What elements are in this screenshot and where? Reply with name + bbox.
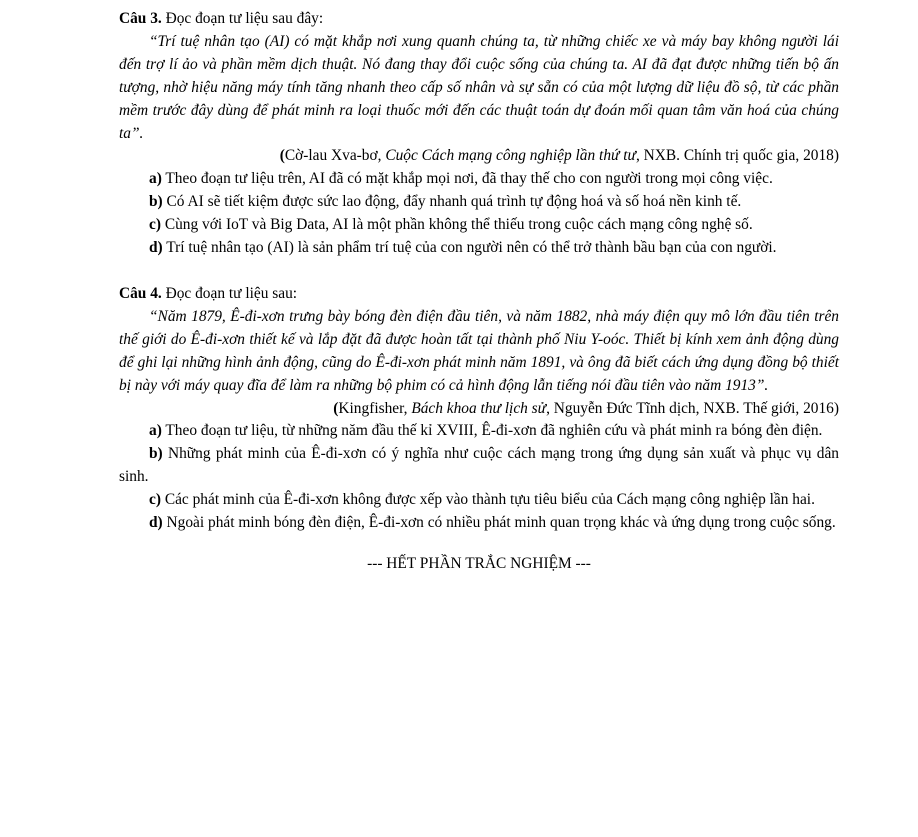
- question-3-option-d: d) Trí tuệ nhân tạo (AI) là sản phẩm trí tuệ của con người nên có thể trở thành bầu bạn của con người.: [149, 239, 777, 257]
- question-3-option-c: c) Cùng với IoT và Big Data, AI là một phần không thể thiếu trong cuộc cách mạng công nghệ số.: [149, 216, 753, 234]
- section-spacer: [119, 260, 839, 283]
- question-4-option-a: a) Theo đoạn tư liệu, từ những năm đầu thế kỉ XVIII, Ê-đi-xơn đã nghiên cứu và phát minh ra bóng đèn điện.: [149, 422, 823, 440]
- question-3-option-a: a) Theo đoạn tư liệu trên, AI đã có mặt khắp mọi nơi, đã thay thế cho con người trong mọi công việc.: [149, 170, 773, 188]
- question-4-option-b: b) Những phát minh của Ê-đi-xơn có ý nghĩa như cuộc cách mạng trong ứng dụng sản xuất và phục vụ dân sinh.: [119, 445, 839, 486]
- question-3-source: (Cờ-lau Xva-bơ, Cuộc Cách mạng công nghiệp lần thứ tư, NXB. Chính trị quốc gia, 2018): [279, 147, 839, 165]
- question-3-number: Câu 3.: [119, 10, 162, 27]
- question-4-heading: [119, 283, 839, 306]
- question-4-source: (Kingfisher, Bách khoa thư lịch sử, Nguyễn Đức Tĩnh dịch, NXB. Thế giới, 2016): [333, 399, 839, 417]
- question-3-heading: [119, 8, 839, 31]
- question-4-intro: Đọc đoạn tư liệu sau:: [161, 284, 298, 302]
- document-page: [119, 8, 839, 576]
- question-4-quote: “Năm 1879, Ê-đi-xơn trưng bày bóng đèn điện đầu tiên, và năm 1882, nhà máy điện quy mô lớn đầu tiên trên thế giới do Ê-đi-xơn thiết kế và lắp đặt đã được hoàn tất tại thành phố Niu Y-oóc. Thiết bị kính xem ảnh động dùng để ghi lại những hình ảnh động, cũng do Ê-đi-xơn phát minh năm 1891, và ông đã biết cách ứng dụng đồng bộ thiết bị này với máy quay đĩa để làm ra những bộ phim có cả hình động lẫn tiếng nói đầu tiên vào năm 1913”.: [119, 307, 839, 394]
- question-3-option-b: b) Có AI sẽ tiết kiệm được sức lao động, đẩy nhanh quá trình tự động hoá và số hoá nền kinh tế.: [149, 193, 742, 211]
- question-3-quote: “Trí tuệ nhân tạo (AI) có mặt khắp nơi xung quanh chúng ta, từ những chiếc xe và máy bay không người lái đến trợ lí ảo và phần mềm dịch thuật. Nó đang thay đổi cuộc sống của chúng ta. AI đã đạt được những tiến bộ ấn tượng, nhờ hiệu năng máy tính tăng nhanh theo cấp số nhân và sự sẵn có của một lượng dữ liệu đồ sộ, từ các phần mềm trước đây dùng để phát minh ra loại thuốc mới đến các thuật toán dự đoán mối quan tâm văn hoá của chúng ta”.: [119, 32, 839, 142]
- question-4-option-c: c) Các phát minh của Ê-đi-xơn không được xếp vào thành tựu tiêu biểu của Cách mạng công nghiệp lần hai.: [149, 491, 815, 509]
- end-of-section-text: --- HẾT PHẦN TRẮC NGHIỆM ---: [367, 554, 591, 572]
- question-4-option-d: d) Ngoài phát minh bóng đèn điện, Ê-đi-xơn có nhiều phát minh quan trọng khác và ứng dụng trong cuộc sống.: [149, 514, 836, 532]
- question-4-number: Câu 4.: [119, 284, 162, 302]
- question-3-intro: Đọc đoạn tư liệu sau đây:: [161, 10, 324, 27]
